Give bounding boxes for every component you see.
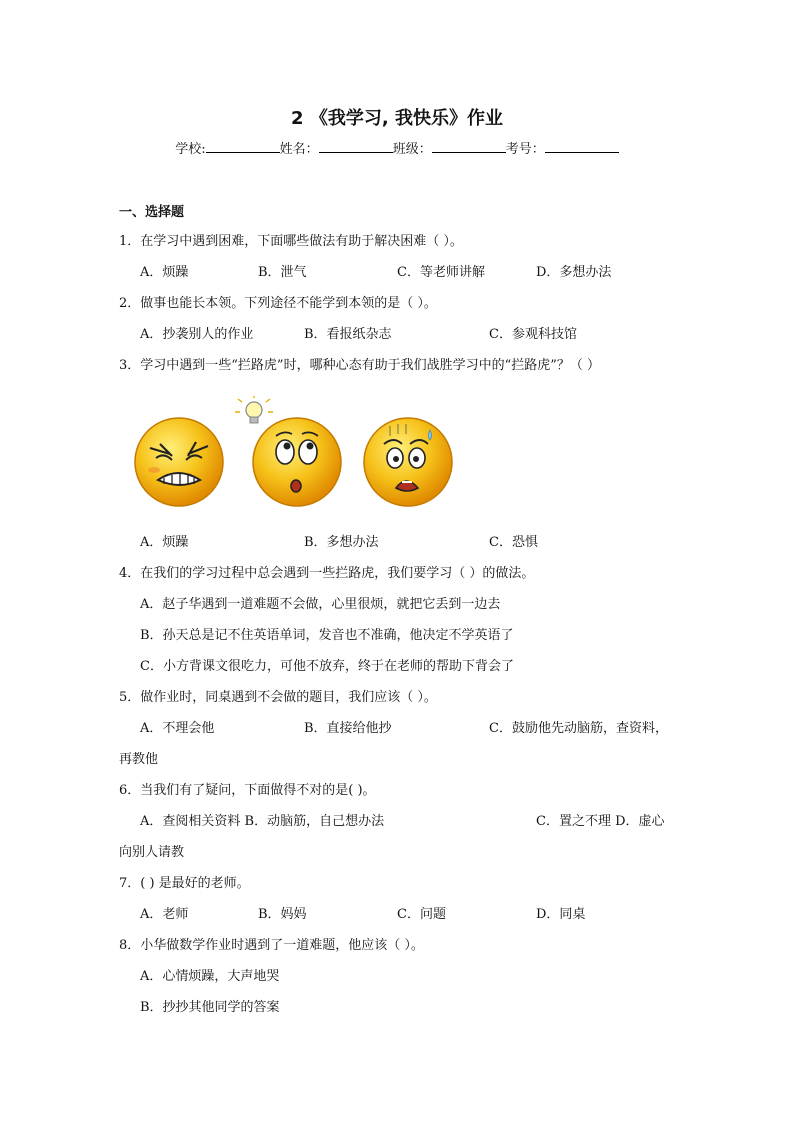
question-stem: 8．小华做数学作业时遇到了一道难题，他应该（ ）。 xyxy=(119,938,424,953)
question-stem: 4．在我们的学习过程中总会遇到一些拦路虎，我们要学习（ ）的做法。 xyxy=(119,566,535,581)
option-c-continued: 再教他 xyxy=(119,752,159,767)
option-b[interactable]: B．看报纸杂志 xyxy=(304,327,392,342)
option-c[interactable]: C．参观科技馆 xyxy=(489,327,577,342)
class-blank[interactable] xyxy=(432,140,506,153)
option-a[interactable]: A．老师 xyxy=(140,907,189,922)
option-c[interactable]: C．鼓励他先动脑筋，查资料， xyxy=(489,721,668,736)
option-d[interactable]: D．同桌 xyxy=(536,907,586,922)
option-d[interactable]: D．多想办法 xyxy=(536,265,612,280)
option-a[interactable]: A．烦躁 xyxy=(140,535,189,550)
light-bulb-icon xyxy=(235,396,273,423)
question-stem: 2．做事也能长本领。下列途径不能学到本领的是（ ）。 xyxy=(119,296,437,311)
page-title: 2 《我学习, 我快乐》作业 xyxy=(291,108,503,129)
thinking-face-icon xyxy=(235,396,341,506)
question-stem: 1．在学习中遇到困难，下面哪些做法有助于解决困难（ ）。 xyxy=(119,234,463,249)
option-c[interactable]: C．恐惧 xyxy=(489,535,538,550)
option-a-b[interactable]: A．查阅相关资料 B．动脑筋，自己想办法 xyxy=(140,814,385,829)
school-blank[interactable] xyxy=(206,140,280,153)
question-stem: 6．当我们有了疑问，下面做得不对的是( )。 xyxy=(119,783,376,798)
name-blank[interactable] xyxy=(319,140,393,153)
school-label: 学校: xyxy=(175,142,206,157)
class-label: 班级： xyxy=(392,142,432,157)
option-b[interactable]: B．多想办法 xyxy=(304,535,379,550)
exam-no-label: 考号： xyxy=(505,142,545,157)
option-a[interactable]: A．烦躁 xyxy=(140,265,189,280)
emotion-faces-image xyxy=(130,396,460,508)
option-c[interactable]: C．等老师讲解 xyxy=(397,265,485,280)
student-info-row xyxy=(0,138,794,157)
option-a[interactable]: A．心情烦躁，大声地哭 xyxy=(140,969,280,984)
option-c[interactable]: C．问题 xyxy=(397,907,446,922)
section-title: 一、选择题 xyxy=(119,205,185,220)
option-b[interactable]: B．泄气 xyxy=(258,265,307,280)
option-b[interactable]: B．直接给他抄 xyxy=(304,721,392,736)
option-a[interactable]: A．赵子华遇到一道难题不会做，心里很烦，就把它丢到一边去 xyxy=(140,597,501,612)
option-b[interactable]: B．孙天总是记不住英语单词，发音也不准确，他决定不学英语了 xyxy=(140,628,514,643)
angry-face-icon xyxy=(135,418,223,506)
question-stem: 7．( ) 是最好的老师。 xyxy=(119,876,250,891)
option-c-d[interactable]: C．置之不理 D．虚心 xyxy=(536,814,665,829)
option-a[interactable]: A．不理会他 xyxy=(140,721,215,736)
name-label: 姓名： xyxy=(279,142,319,157)
option-d-continued: 向别人请教 xyxy=(119,845,185,860)
option-a[interactable]: A．抄袭别人的作业 xyxy=(140,327,254,342)
option-b[interactable]: B．抄抄其他同学的答案 xyxy=(140,1000,280,1015)
option-b[interactable]: B．妈妈 xyxy=(258,907,307,922)
question-stem: 5．做作业时，同桌遇到不会做的题目，我们应该（ ）。 xyxy=(119,690,437,705)
exam-no-blank[interactable] xyxy=(545,140,619,153)
option-c[interactable]: C．小方背课文很吃力，可他不放弃，终于在老师的帮助下背会了 xyxy=(140,659,514,674)
question-stem: 3．学习中遇到一些“拦路虎”时，哪种心态有助于我们战胜学习中的“拦路虎”？（ ） xyxy=(119,358,600,373)
scared-face-icon xyxy=(364,418,452,506)
